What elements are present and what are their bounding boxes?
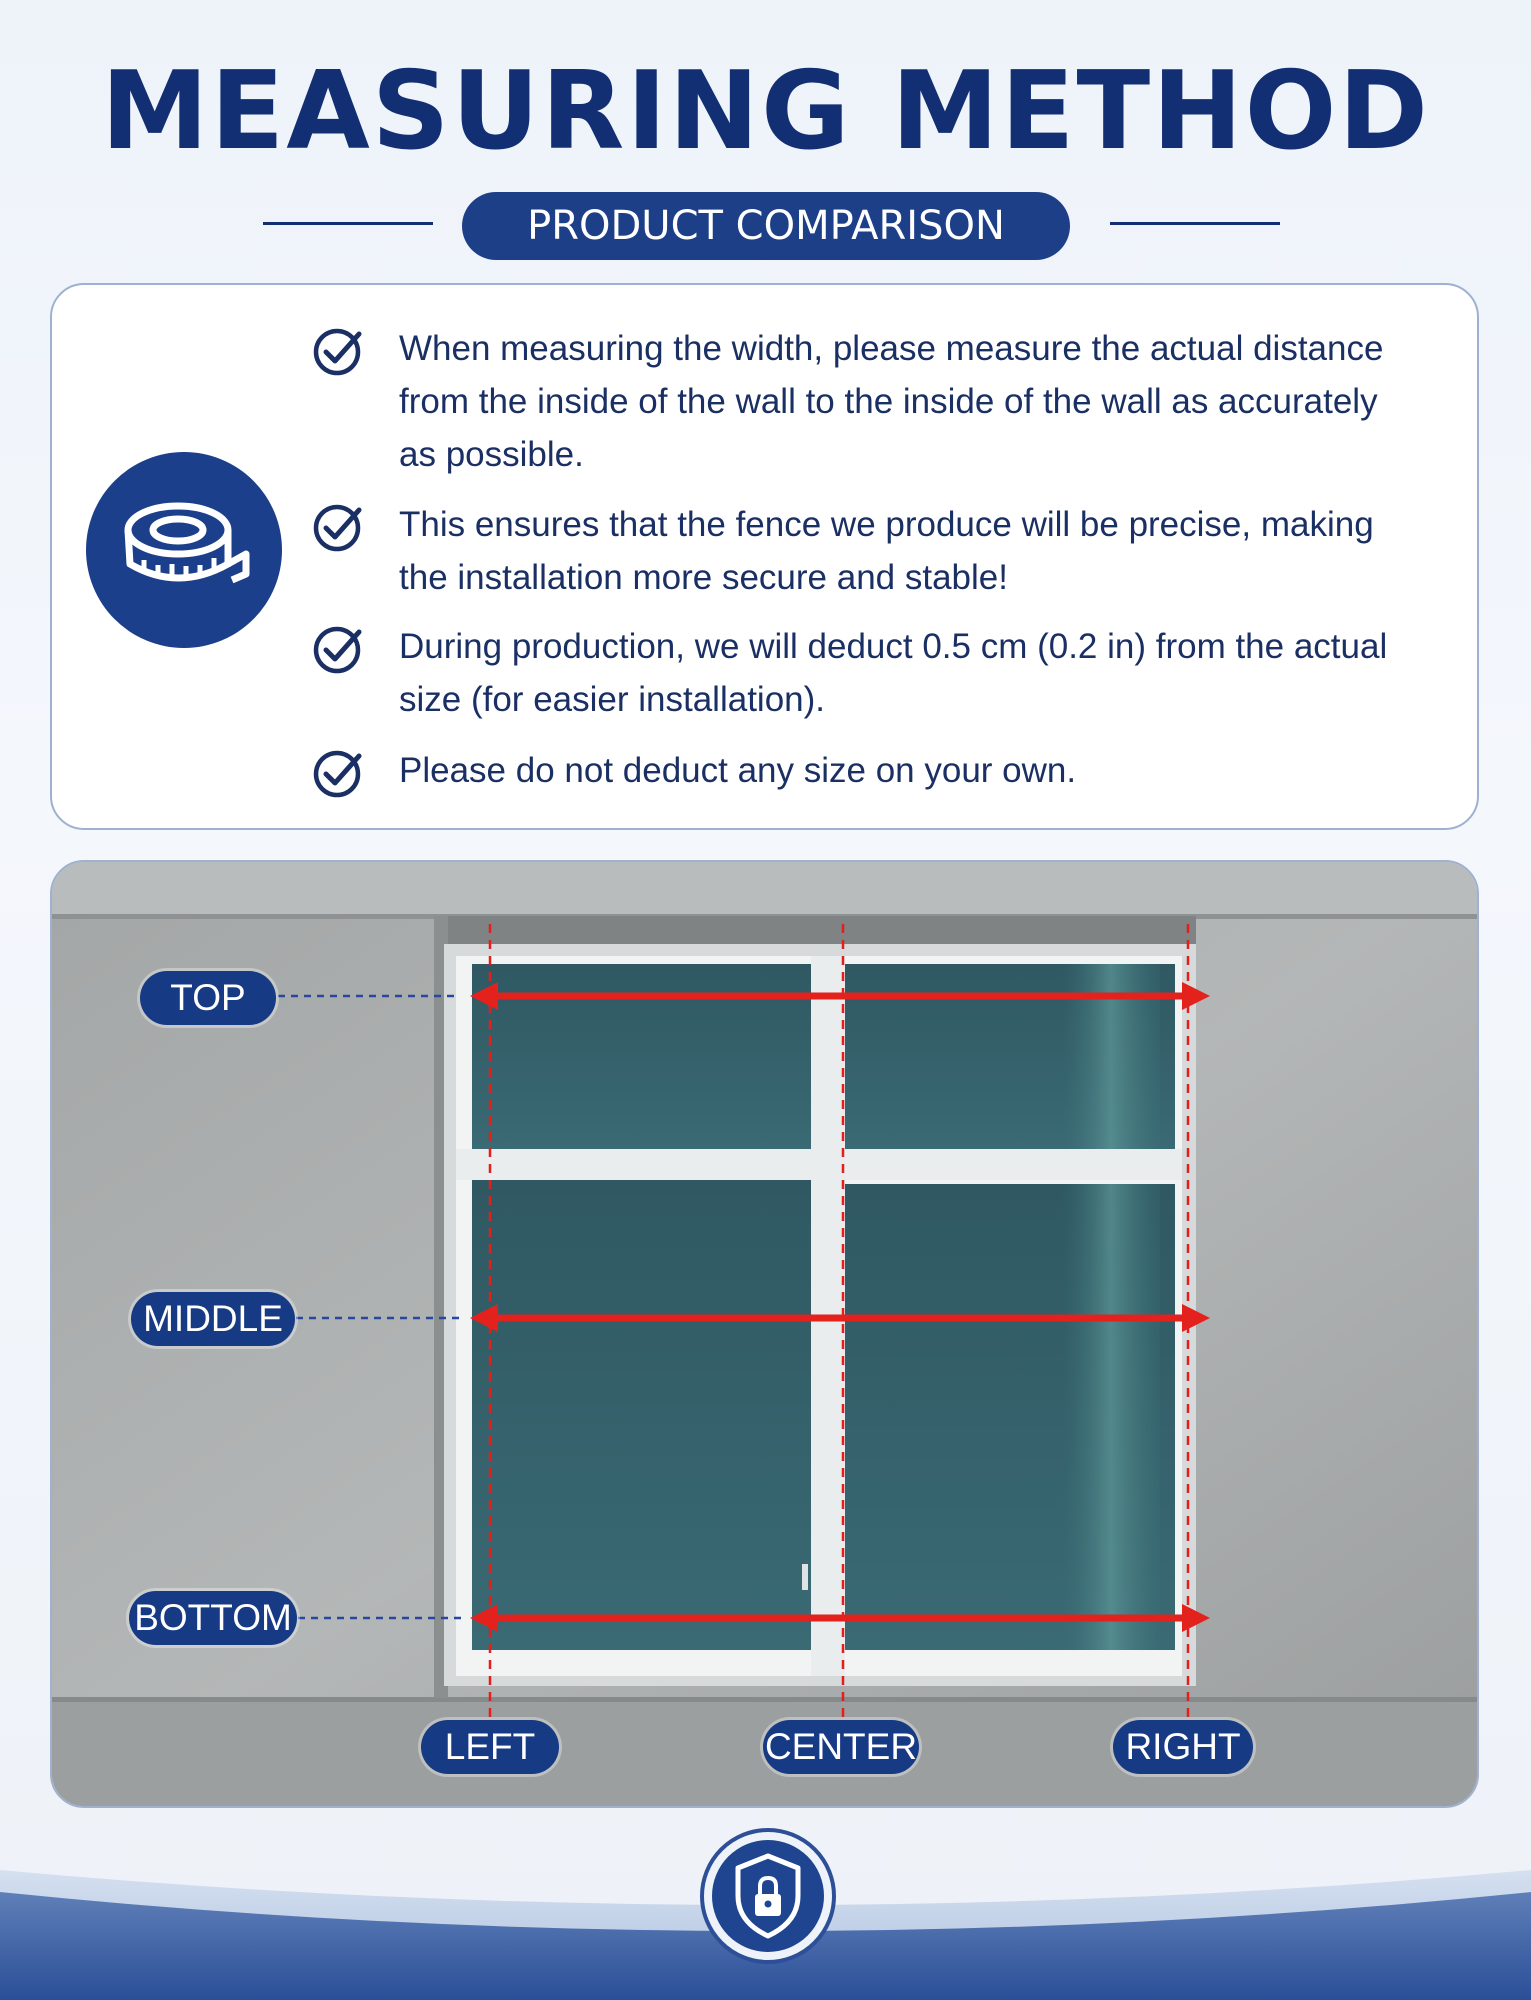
shield-lock-icon: [698, 1826, 838, 1966]
check-circle-icon: [313, 624, 365, 676]
check-circle-icon: [313, 748, 365, 800]
label-top: TOP: [140, 971, 276, 1025]
instruction-text: When measuring the width, please measure the actual distance from the inside of the wall to the inside of the wall as accurately as possible.: [399, 329, 1384, 474]
subtitle-pill: PRODUCT COMPARISON: [462, 192, 1070, 260]
label-middle: MIDDLE: [131, 1292, 295, 1346]
label-right: RIGHT: [1113, 1720, 1253, 1774]
label-bottom: BOTTOM: [129, 1591, 297, 1645]
label-left: LEFT: [421, 1720, 559, 1774]
page-title: MEASURING METHOD: [100, 49, 1431, 174]
check-circle-icon: [313, 326, 365, 378]
check-circle-icon: [313, 502, 365, 554]
instruction-text: During production, we will deduct 0.5 cm (0.2 in) from the actual size (for easier installation).: [399, 627, 1388, 719]
label-center: CENTER: [763, 1720, 919, 1774]
subtitle-right-rule: [1110, 222, 1280, 225]
subtitle-left-rule: [263, 222, 433, 225]
measuring-tape-icon: [86, 452, 282, 648]
instruction-text: Please do not deduct any size on your own.: [399, 751, 1077, 790]
instruction-text: This ensures that the fence we produce will be precise, making the installation more secure and stable!: [399, 505, 1374, 597]
